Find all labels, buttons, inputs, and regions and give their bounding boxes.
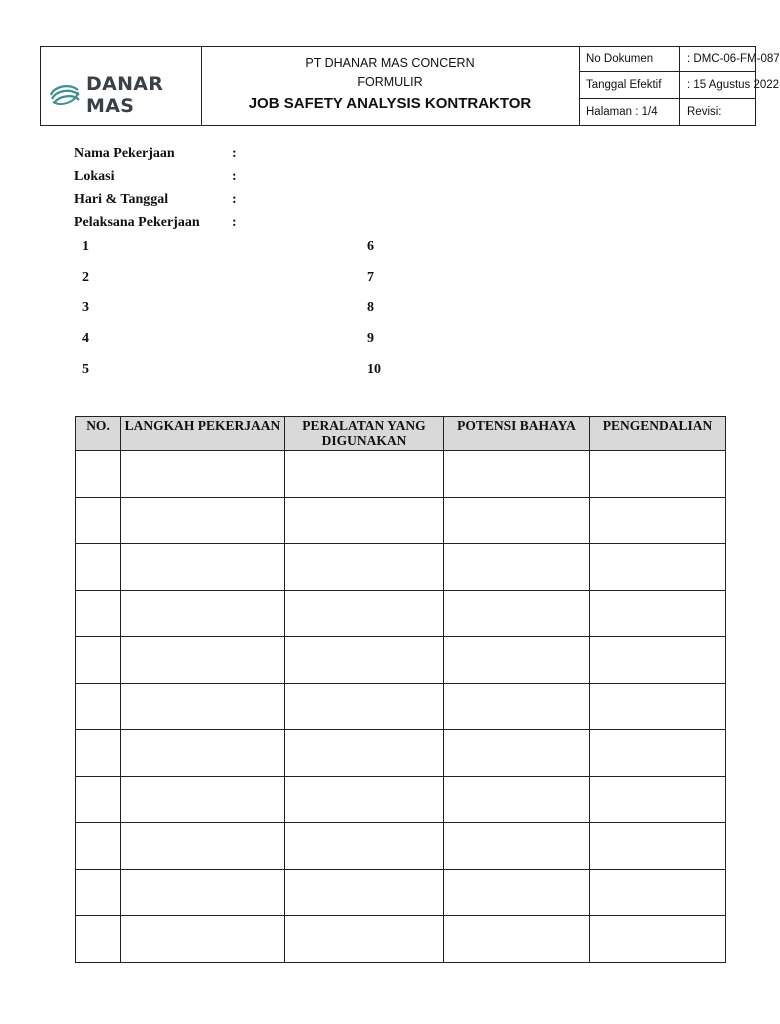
table-cell[interactable] xyxy=(444,637,590,684)
meta-row-effective-date xyxy=(580,71,780,99)
table-body xyxy=(76,451,726,963)
table-cell[interactable] xyxy=(121,544,285,591)
table-row xyxy=(76,730,726,777)
table-cell[interactable] xyxy=(76,869,121,916)
table-cell[interactable] xyxy=(285,683,444,730)
column-header-control: PENGENDALIAN xyxy=(590,417,726,451)
logo-text: DANAR MAS xyxy=(86,73,164,117)
table-cell[interactable] xyxy=(590,544,726,591)
field-colon: : xyxy=(232,169,237,184)
meta-value: : 15 Agustus 2022 xyxy=(687,78,780,91)
table-cell[interactable] xyxy=(121,497,285,544)
table-cell[interactable] xyxy=(285,637,444,684)
table-cell[interactable] xyxy=(76,497,121,544)
logo-swirl-icon xyxy=(48,82,82,108)
worker-number: 6 xyxy=(367,239,374,254)
company-name: PT DHANAR MAS CONCERN xyxy=(305,56,475,70)
table-row xyxy=(76,683,726,730)
table-cell[interactable] xyxy=(444,590,590,637)
logo-cell xyxy=(41,47,202,125)
table-cell[interactable] xyxy=(444,869,590,916)
table-cell[interactable] xyxy=(590,823,726,870)
table-cell[interactable] xyxy=(121,869,285,916)
table-cell[interactable] xyxy=(121,916,285,963)
table-cell[interactable] xyxy=(590,916,726,963)
table-cell[interactable] xyxy=(590,451,726,498)
table-cell[interactable] xyxy=(121,823,285,870)
table-cell[interactable] xyxy=(76,823,121,870)
meta-value: Revisi: xyxy=(687,105,722,118)
table-cell[interactable] xyxy=(76,590,121,637)
table-cell[interactable] xyxy=(76,544,121,591)
worker-number: 2 xyxy=(82,270,89,285)
title-cell xyxy=(201,47,580,125)
table-cell[interactable] xyxy=(444,776,590,823)
table-cell[interactable] xyxy=(444,497,590,544)
table-row xyxy=(76,544,726,591)
table-cell[interactable] xyxy=(76,451,121,498)
jsa-table xyxy=(75,416,726,963)
column-header-equipment: PERALATAN YANG DIGUNAKAN xyxy=(285,417,444,451)
table-row xyxy=(76,637,726,684)
table-cell[interactable] xyxy=(285,916,444,963)
form-type: FORMULIR xyxy=(357,75,423,89)
table-row xyxy=(76,916,726,963)
field-label: Hari & Tanggal xyxy=(74,192,169,207)
document-header xyxy=(40,46,780,126)
table-cell[interactable] xyxy=(121,451,285,498)
worker-number: 8 xyxy=(367,300,374,315)
meta-key: Tanggal Efektif xyxy=(580,71,680,98)
column-header-hazards: POTENSI BAHAYA xyxy=(444,417,590,451)
table-cell[interactable] xyxy=(285,497,444,544)
table-cell[interactable] xyxy=(590,590,726,637)
worker-number: 1 xyxy=(82,239,89,254)
table-cell[interactable] xyxy=(590,637,726,684)
table-row xyxy=(76,451,726,498)
worker-number: 5 xyxy=(82,362,89,377)
table-row xyxy=(76,869,726,916)
column-header-steps: LANGKAH PEKERJAAN xyxy=(121,417,285,451)
table-cell[interactable] xyxy=(444,730,590,777)
table-cell[interactable] xyxy=(76,637,121,684)
table-cell[interactable] xyxy=(121,776,285,823)
table-cell[interactable] xyxy=(590,497,726,544)
table-cell[interactable] xyxy=(121,590,285,637)
worker-number: 10 xyxy=(367,362,381,377)
table-cell[interactable] xyxy=(76,916,121,963)
table-cell[interactable] xyxy=(285,730,444,777)
field-label: Lokasi xyxy=(74,169,115,184)
table-cell[interactable] xyxy=(121,637,285,684)
meta-row-page xyxy=(580,98,756,125)
field-colon: : xyxy=(232,215,237,230)
table-row xyxy=(76,776,726,823)
worker-number: 4 xyxy=(82,331,89,346)
field-colon: : xyxy=(232,146,237,161)
table-cell[interactable] xyxy=(285,776,444,823)
meta-key: No Dokumen xyxy=(580,47,680,71)
table-cell[interactable] xyxy=(76,683,121,730)
worker-number: 3 xyxy=(82,300,89,315)
table-cell[interactable] xyxy=(285,869,444,916)
document-meta xyxy=(580,47,780,125)
table-cell[interactable] xyxy=(444,451,590,498)
table-cell[interactable] xyxy=(121,730,285,777)
field-label: Nama Pekerjaan xyxy=(74,146,175,161)
table-cell[interactable] xyxy=(444,823,590,870)
table-cell[interactable] xyxy=(285,451,444,498)
table-cell[interactable] xyxy=(121,683,285,730)
table-cell[interactable] xyxy=(590,730,726,777)
table-row xyxy=(76,823,726,870)
table-cell[interactable] xyxy=(285,544,444,591)
table-cell[interactable] xyxy=(285,590,444,637)
company-logo xyxy=(48,73,201,117)
table-cell[interactable] xyxy=(590,683,726,730)
field-label: Pelaksana Pekerjaan xyxy=(74,215,200,230)
worker-number: 7 xyxy=(367,270,374,285)
table-cell[interactable] xyxy=(444,683,590,730)
document-title: JOB SAFETY ANALYSIS KONTRAKTOR xyxy=(248,95,532,112)
table-cell[interactable] xyxy=(444,544,590,591)
table-row xyxy=(76,497,726,544)
worker-number: 9 xyxy=(367,331,374,346)
field-colon: : xyxy=(232,192,237,207)
column-header-no: NO. xyxy=(76,417,121,451)
table-cell[interactable] xyxy=(285,823,444,870)
table-cell[interactable] xyxy=(444,916,590,963)
table-cell[interactable] xyxy=(76,776,121,823)
table-row xyxy=(76,590,726,637)
meta-row-doc-number xyxy=(580,47,780,72)
table-cell[interactable] xyxy=(590,776,726,823)
table-header-row xyxy=(76,417,726,451)
meta-value: : DMC-06-FM-087 xyxy=(687,53,780,65)
table-cell[interactable] xyxy=(76,730,121,777)
meta-key: Halaman : 1/4 xyxy=(580,98,680,125)
table-cell[interactable] xyxy=(590,869,726,916)
